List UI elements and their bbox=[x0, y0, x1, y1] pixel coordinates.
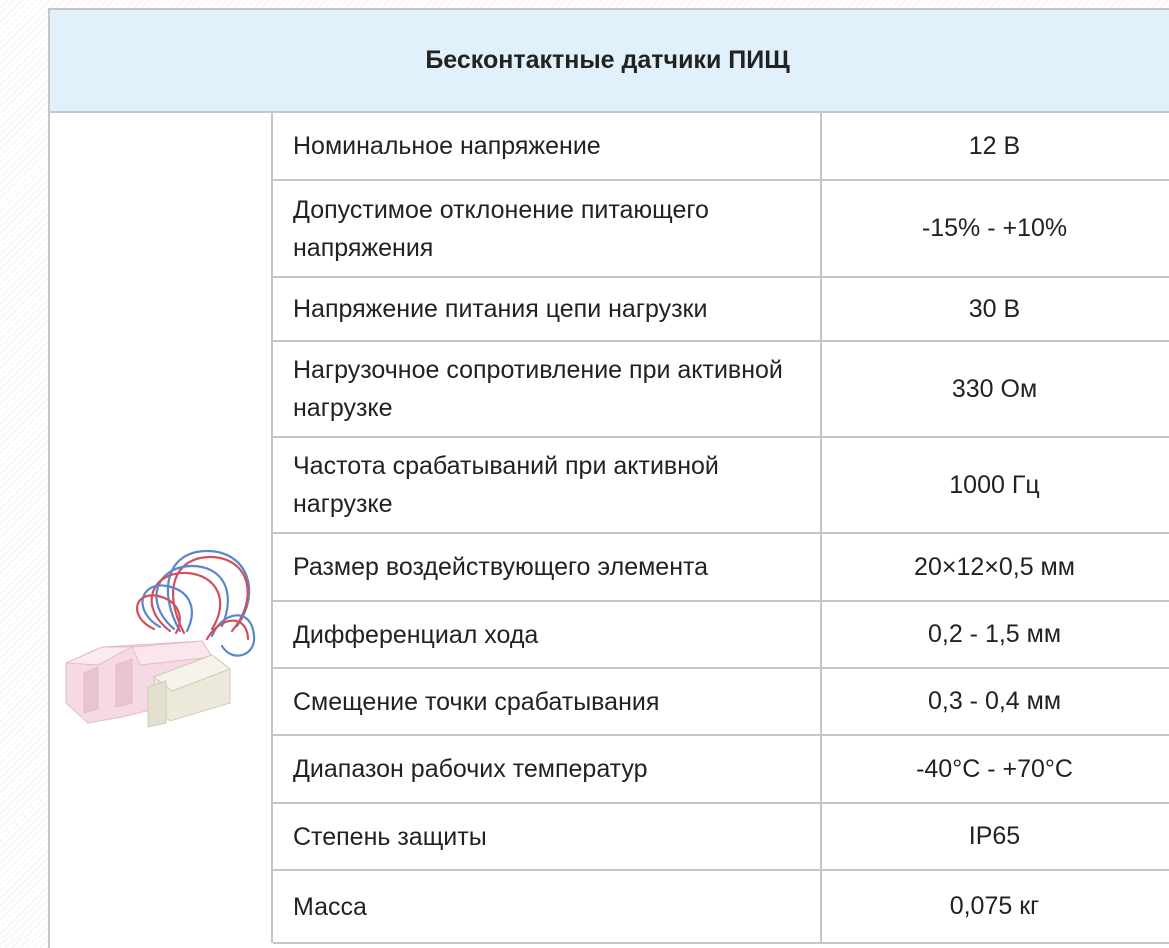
param-name: Номинальное напряжение bbox=[273, 113, 822, 179]
param-name: Диапазон рабочих температур bbox=[273, 736, 822, 802]
param-value: 0,3 - 0,4 мм bbox=[927, 687, 1062, 715]
param-name: Степень защиты bbox=[273, 804, 822, 869]
param-value: 330 Ом bbox=[951, 374, 1038, 403]
table-row bbox=[273, 534, 1169, 602]
param-value: 20×12×0,5 мм bbox=[914, 552, 1075, 581]
param-value: 0,2 - 1,5 мм bbox=[927, 620, 1062, 648]
table-row bbox=[273, 113, 1169, 181]
wire-red-4 bbox=[207, 621, 248, 639]
param-name: Масса bbox=[273, 871, 822, 942]
wire-red-2 bbox=[152, 573, 221, 631]
table-row bbox=[273, 669, 1169, 736]
param-value: -15% - +10% bbox=[921, 214, 1068, 242]
table-row bbox=[273, 602, 1169, 669]
table-row bbox=[273, 804, 1169, 871]
param-name: Дифференциал хода bbox=[273, 602, 822, 667]
table-row bbox=[273, 871, 1169, 944]
table-header bbox=[50, 10, 1169, 113]
param-name: Нагрузочное сопротивление при активной нагрузке bbox=[273, 342, 822, 436]
spec-table bbox=[48, 8, 1169, 948]
param-value: -40°C - +70°C bbox=[916, 754, 1073, 783]
param-name: Смещение точки срабатывания bbox=[273, 669, 822, 734]
table-row bbox=[273, 342, 1169, 438]
table-row bbox=[273, 181, 1169, 278]
param-name: Частота срабатываний при активной нагрузке bbox=[273, 438, 822, 532]
param-value: 12 В bbox=[968, 131, 1021, 160]
product-image-cell bbox=[50, 113, 273, 943]
table-title: Бесконтактные датчики ПИЩ bbox=[425, 46, 790, 74]
param-value: 0,075 кг bbox=[949, 892, 1040, 920]
table-row bbox=[273, 438, 1169, 534]
param-name: Размер воздействующего элемента bbox=[273, 534, 822, 600]
table-row bbox=[273, 278, 1169, 342]
param-name: Допустимое отклонение питающего напряжения bbox=[273, 181, 822, 276]
sensor-image bbox=[62, 441, 262, 731]
table-row bbox=[273, 736, 1169, 804]
param-value: IP65 bbox=[968, 822, 1021, 850]
param-name: Напряжение питания цепи нагрузки bbox=[273, 278, 822, 340]
table-body bbox=[50, 113, 1169, 943]
param-value: 30 В bbox=[968, 294, 1021, 323]
params-list bbox=[273, 113, 1169, 943]
param-value: 1000 Гц bbox=[949, 470, 1040, 499]
